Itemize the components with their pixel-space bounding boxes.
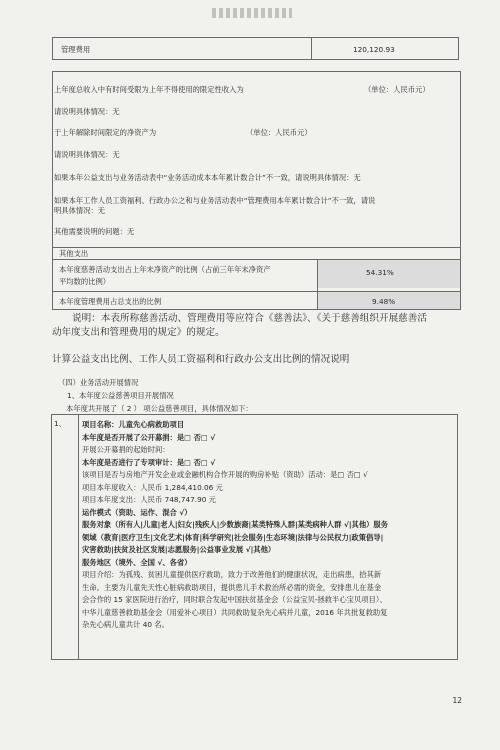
operation-mode: 运作模式（资助、运作、混合 √）: [82, 507, 192, 517]
ratio-row2-value: 9.48%: [372, 297, 396, 306]
overview-b: 生命。主要为儿童先天性心脏病救助项目，提供患儿手术救治所必需的资金，安排患儿在基金: [82, 582, 382, 592]
audit-status: 本年度是否进行了专项审计：是□ 否□ √: [82, 457, 216, 467]
ratio-row2-label: 本年度管理费用占总支出的比例: [59, 297, 162, 306]
service-target: 服务对象（所有人|儿童|老人|妇女|残疾人|少数族裔|某类特殊人群|某类病种人群 √|其他）服务: [82, 520, 389, 529]
other-issues: 其他需要说明的问题：无: [54, 227, 135, 236]
project-number: 1、: [54, 419, 66, 428]
mgmt-fee-divider: [311, 38, 312, 59]
project-details: [82, 419, 388, 632]
notes-box: [52, 71, 461, 248]
unit-label-2: （单位：人民币元）: [246, 128, 312, 137]
project-expense: 项目本年度支出：人民币 748,747.90 元: [82, 495, 216, 504]
project-income: 项目本年度收入：人民币 1,284,410.06 元: [82, 482, 223, 492]
divider-v: [317, 259, 318, 310]
divider-h2: [53, 291, 460, 292]
statement-line-2: 动年度支出和管理费用的规定》的规定。: [52, 327, 225, 338]
service-field-a: 领域（教育|医疗卫生|文化艺术|体育|科学研究|社会服务|生态环境|法律与公民权力|政策倡导|: [82, 532, 384, 542]
business-sub: 1、本年度公益慈善项目开展情况: [67, 391, 174, 400]
ratio-row1-label-a: 本年度慈善活动支出占上年末净资产的比例（占前三年年末净资产: [59, 265, 271, 274]
overview-c: 会合作的 15 家医院进行治疗，同时联合发起中国扶贫基金会（公益宝贝-拯救半心宝贝项目）、: [82, 595, 387, 604]
page-number: 12: [452, 696, 462, 705]
inconsistency-note-2a: 如果本年工作人员工资福利、行政办公之和与业务活动表中“管理费用本年累计数合计”不一致，请说: [54, 196, 376, 205]
ratio-row1-value: 54.31%: [366, 268, 394, 277]
project-col-divider: [78, 415, 79, 659]
overview-e: 杂先心病儿童共计 40 名。: [82, 620, 169, 629]
grant-status: 该项目是否与房地产开发企业或金融机构合作开展的购房补贴（资助）活动：是□ 否□ √: [82, 470, 368, 479]
overview-a: 项目介绍：为孤残、贫困儿童提供医疗救助，致力于改善他们的健康状况，走出病患，拾其新: [82, 570, 382, 579]
unit-label-1: （单位：人民币元）: [364, 85, 430, 94]
business-heading: （四）业务活动开展情况: [58, 378, 139, 387]
explain-2: 请说明具体情况：无: [54, 150, 120, 159]
fundraise-status: 本年度是否开展了公开募捐：是□ 否□ √: [82, 432, 216, 442]
project-table: [51, 414, 458, 660]
released-text: 于上年解除时间限定的净资产为: [54, 128, 157, 137]
explain-1: 请说明具体情况：无: [54, 107, 120, 116]
mgmt-fee-value: 120,120.93: [353, 45, 395, 54]
section-title: 计算公益支出比例、工作人员工资福利和行政办公支出比例的情况说明: [52, 354, 350, 365]
fundraise-start: 开展公开募捐的起始时间：: [82, 445, 170, 454]
inconsistency-note-1: 如果本年公益支出与业务活动表中“业务活动成本本年累计数合计”不一致，请说明具体情况：无: [54, 173, 361, 182]
other-expense-table: [52, 247, 461, 310]
mgmt-fee-row: [52, 37, 459, 60]
inconsistency-note-2b: 明具体情况：无: [54, 206, 106, 215]
statement-line-1: 说明：本表所称慈善活动、管理费用等应符合《慈善法》、《关于慈善组织开展慈善活: [72, 313, 427, 324]
mgmt-fee-label: 管理费用: [61, 45, 91, 54]
overview-d: 中华儿童慈善救助基金会（用爱补心项目）共同救助复杂先心病并儿童，2016 年共批复救助复: [82, 607, 388, 617]
project-name: 项目名称：儿童先心病救助项目: [82, 420, 185, 429]
other-expense-title: 其他支出: [59, 249, 89, 258]
project-count-line: 本年度共开展了（ 2 ） 项公益慈善项目，具体情况如下：: [66, 404, 253, 413]
service-region: 服务地区（境外、全国 √、各省）: [82, 557, 192, 567]
service-field-b: 灾害救助|扶贫及社区发展|志愿服务|公益事业发展 √|其他）: [82, 545, 276, 554]
restricted-income-text: 上年度总收入中有时间受限为上年不得使用的限定性收入为: [54, 85, 244, 94]
ratio-row1-label-b: 平均数的比例）: [59, 277, 111, 286]
top-scan-mark: [212, 8, 292, 18]
divider-h1: [53, 259, 460, 260]
